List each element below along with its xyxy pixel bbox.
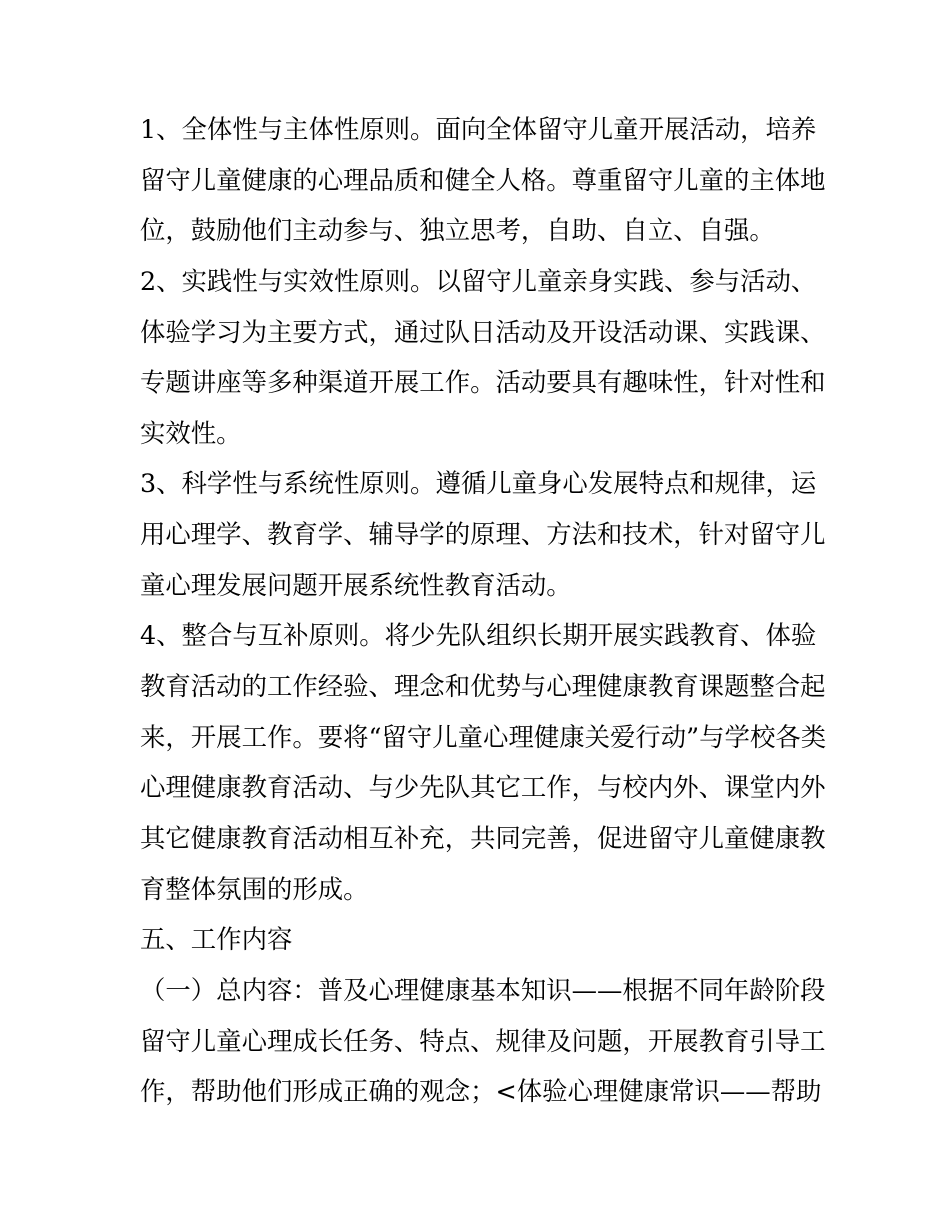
text-line: 用心理学、教育学、辅导学的原理、方法和技术，针对留守儿: [140, 519, 826, 550]
text-line: 实效性。: [140, 417, 242, 448]
text-line: 2、实践性与实效性原则。以留守儿童亲身实践、参与活动、: [140, 265, 817, 296]
text-line: 育整体氛围的形成。: [140, 873, 369, 904]
text-line: 3、科学性与系统性原则。遵循儿童身心发展特点和规律，运: [140, 468, 817, 499]
text-line: 教育活动的工作经验、理念和优势与心理健康教育课题整合起: [140, 671, 826, 702]
text-line: 心理健康教育活动、与少先队其它工作，与校内外、课堂内外: [140, 772, 826, 803]
text-line: 其它健康教育活动相互补充，共同完善，促进留守儿童健康教: [140, 822, 826, 853]
text-line: 专题讲座等多种渠道开展工作。活动要具有趣味性，针对性和: [140, 367, 826, 398]
text-line: 1、全体性与主体性原则。面向全体留守儿童开展活动，培养: [140, 114, 817, 144]
document-body: [140, 104, 827, 1117]
section-heading: 五、工作内容: [140, 924, 293, 955]
text-line: 作，帮助他们形成正确的观念；<体验心理健康常识——帮助: [140, 1076, 822, 1107]
text-line: 留守儿童健康的心理品质和健全人格。尊重留守儿童的主体地: [140, 164, 826, 195]
text-line: 位，鼓励他们主动参与、独立思考，自助、自立、自强。: [140, 215, 775, 246]
text-line: 童心理发展问题开展系统性教育活动。: [140, 569, 572, 600]
text-line: 留守儿童心理成长任务、特点、规律及问题，开展教育引导工: [140, 1025, 826, 1056]
text-line: （一）总内容：普及心理健康基本知识——根据不同年龄阶段: [140, 974, 826, 1005]
text-line: 4、整合与互补原则。将少先队组织长期开展实践教育、体验: [140, 620, 817, 651]
text-line: 体验学习为主要方式，通过队日活动及开设活动课、实践课、: [140, 316, 826, 347]
text-line: 来，开展工作。要将“留守儿童心理健康关爱行动”与学校各类: [140, 721, 827, 752]
